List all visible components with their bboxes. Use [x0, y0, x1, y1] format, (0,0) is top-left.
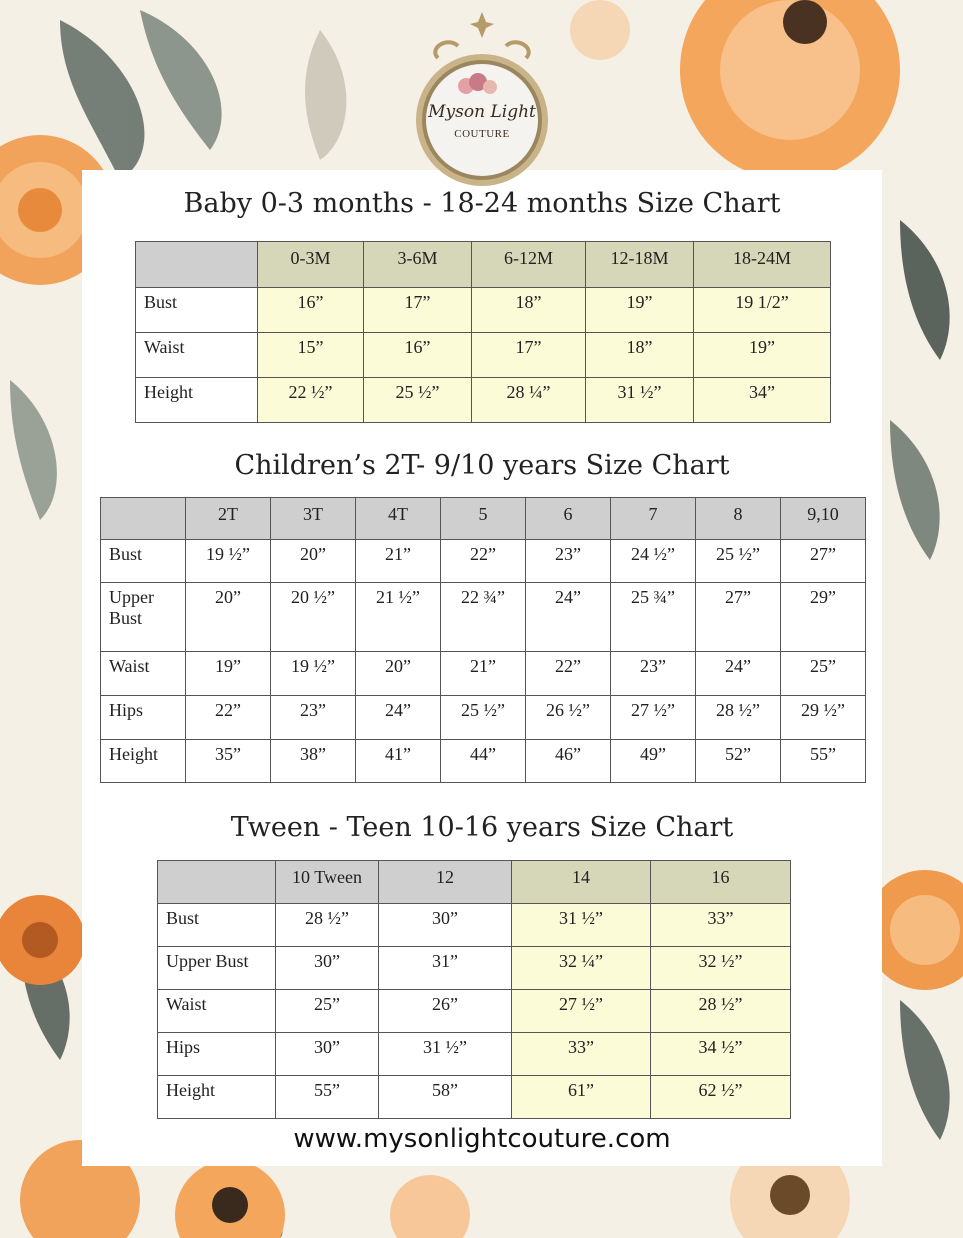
table-cell: 24” — [526, 583, 611, 652]
table-cell: 41” — [356, 740, 441, 783]
table-cell: 24” — [696, 652, 781, 696]
header-corner — [101, 498, 186, 540]
table-cell: 28 ½” — [696, 696, 781, 740]
table-cell: 49” — [611, 740, 696, 783]
children-col-header: 7 — [611, 498, 696, 540]
table-cell: 25 ½” — [364, 378, 472, 423]
brand-subtitle: COUTURE — [454, 128, 510, 140]
row-label: Bust — [101, 540, 186, 583]
row-label: Height — [158, 1076, 276, 1119]
table-cell: 16” — [258, 288, 364, 333]
row-label: Hips — [101, 696, 186, 740]
table-cell: 55” — [781, 740, 866, 783]
table-cell: 33” — [651, 904, 791, 947]
baby-col-header: 12-18M — [586, 242, 694, 288]
table-cell: 46” — [526, 740, 611, 783]
children-col-header: 6 — [526, 498, 611, 540]
table-cell: 25” — [781, 652, 866, 696]
table-cell: 26 ½” — [526, 696, 611, 740]
row-label: Height — [101, 740, 186, 783]
row-label: Upper Bust — [158, 947, 276, 990]
table-cell: 31” — [379, 947, 512, 990]
table-cell: 19 ½” — [186, 540, 271, 583]
baby-col-header: 6-12M — [472, 242, 586, 288]
row-label: Height — [136, 378, 258, 423]
table-cell: 33” — [512, 1033, 651, 1076]
table-cell: 24 ½” — [611, 540, 696, 583]
teen-col-header: 14 — [512, 861, 651, 904]
table-cell: 27” — [781, 540, 866, 583]
table-row — [158, 990, 791, 1033]
row-label: Bust — [136, 288, 258, 333]
table-cell: 31 ½” — [586, 378, 694, 423]
table-cell: 20” — [271, 540, 356, 583]
table-row — [101, 740, 866, 783]
table-cell: 25 ½” — [441, 696, 526, 740]
table-cell: 55” — [276, 1076, 379, 1119]
table-cell: 22” — [186, 696, 271, 740]
brand-logo — [408, 8, 556, 188]
table-cell: 24” — [356, 696, 441, 740]
table-cell: 27” — [696, 583, 781, 652]
teen-col-header: 16 — [651, 861, 791, 904]
table-row — [158, 1076, 791, 1119]
table-cell: 15” — [258, 333, 364, 378]
table-cell: 31 ½” — [512, 904, 651, 947]
children-col-header: 2T — [186, 498, 271, 540]
row-label: Waist — [136, 333, 258, 378]
baby-col-header: 3-6M — [364, 242, 472, 288]
table-row — [101, 696, 866, 740]
table-cell: 61” — [512, 1076, 651, 1119]
table-cell: 62 ½” — [651, 1076, 791, 1119]
table-cell: 23” — [526, 540, 611, 583]
table-cell: 19” — [694, 333, 831, 378]
table-cell: 34” — [694, 378, 831, 423]
baby-header-row — [136, 242, 831, 288]
table-cell: 22” — [441, 540, 526, 583]
table-cell: 21 ½” — [356, 583, 441, 652]
teen-chart-title: Tween - Teen 10-16 years Size Chart — [230, 812, 734, 843]
table-cell: 28 ¼” — [472, 378, 586, 423]
table-row — [136, 288, 831, 333]
table-cell: 25” — [276, 990, 379, 1033]
table-cell: 20” — [356, 652, 441, 696]
row-label: Waist — [158, 990, 276, 1033]
children-col-header: 4T — [356, 498, 441, 540]
table-cell: 18” — [586, 333, 694, 378]
table-cell: 25 ¾” — [611, 583, 696, 652]
table-cell: 28 ½” — [276, 904, 379, 947]
table-cell: 17” — [364, 288, 472, 333]
row-label: Bust — [158, 904, 276, 947]
teen-col-header: 12 — [379, 861, 512, 904]
row-label: Waist — [101, 652, 186, 696]
baby-col-header: 0-3M — [258, 242, 364, 288]
table-cell: 29 ½” — [781, 696, 866, 740]
children-col-header: 9,10 — [781, 498, 866, 540]
table-cell: 20” — [186, 583, 271, 652]
table-cell: 29” — [781, 583, 866, 652]
table-cell: 19 1/2” — [694, 288, 831, 333]
children-col-header: 5 — [441, 498, 526, 540]
table-cell: 30” — [276, 947, 379, 990]
table-cell: 19 ½” — [271, 652, 356, 696]
table-cell: 35” — [186, 740, 271, 783]
table-cell: 32 ½” — [651, 947, 791, 990]
table-cell: 26” — [379, 990, 512, 1033]
table-cell: 22 ¾” — [441, 583, 526, 652]
children-size-table — [100, 497, 866, 783]
table-cell: 27 ½” — [611, 696, 696, 740]
table-cell: 22 ½” — [258, 378, 364, 423]
table-row — [158, 1033, 791, 1076]
row-label: Hips — [158, 1033, 276, 1076]
website-url: www.mysonlightcouture.com — [293, 1124, 671, 1154]
table-cell: 19” — [186, 652, 271, 696]
table-cell: 21” — [356, 540, 441, 583]
table-cell: 25 ½” — [696, 540, 781, 583]
table-row — [136, 333, 831, 378]
children-chart-title: Children’s 2T- 9/10 years Size Chart — [234, 450, 730, 481]
table-cell: 32 ¼” — [512, 947, 651, 990]
table-cell: 22” — [526, 652, 611, 696]
table-cell: 38” — [271, 740, 356, 783]
table-cell: 16” — [364, 333, 472, 378]
children-col-header: 8 — [696, 498, 781, 540]
baby-size-table — [135, 241, 831, 423]
header-corner — [158, 861, 276, 904]
table-cell: 21” — [441, 652, 526, 696]
table-row — [101, 540, 866, 583]
table-row — [158, 947, 791, 990]
baby-chart-title: Baby 0-3 months - 18-24 months Size Chart — [183, 188, 781, 219]
table-cell: 31 ½” — [379, 1033, 512, 1076]
teen-col-header: 10 Tween — [276, 861, 379, 904]
table-cell: 23” — [271, 696, 356, 740]
header-corner — [136, 242, 258, 288]
table-cell: 30” — [276, 1033, 379, 1076]
table-cell: 18” — [472, 288, 586, 333]
table-cell: 44” — [441, 740, 526, 783]
table-cell: 27 ½” — [512, 990, 651, 1033]
table-cell: 58” — [379, 1076, 512, 1119]
table-cell: 17” — [472, 333, 586, 378]
table-cell: 28 ½” — [651, 990, 791, 1033]
table-cell: 23” — [611, 652, 696, 696]
children-col-header: 3T — [271, 498, 356, 540]
table-cell: 52” — [696, 740, 781, 783]
table-cell: 19” — [586, 288, 694, 333]
table-row — [158, 904, 791, 947]
row-label: Upper Bust — [101, 583, 186, 652]
teen-header-row — [158, 861, 791, 904]
teen-size-table — [157, 860, 791, 1119]
children-header-row — [101, 498, 866, 540]
table-row — [136, 378, 831, 423]
table-cell: 30” — [379, 904, 512, 947]
table-row — [101, 652, 866, 696]
baby-col-header: 18-24M — [694, 242, 831, 288]
table-row — [101, 583, 866, 652]
table-cell: 20 ½” — [271, 583, 356, 652]
table-cell: 34 ½” — [651, 1033, 791, 1076]
brand-name: Myson Light — [428, 102, 536, 122]
